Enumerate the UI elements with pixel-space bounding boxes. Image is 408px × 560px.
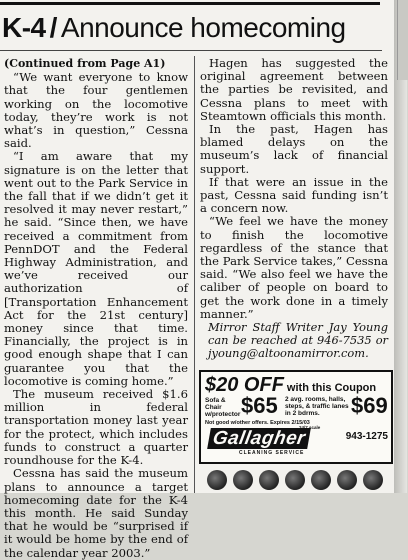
next-ad-fragment (207, 470, 387, 493)
headline (2, 8, 392, 48)
phone-number: 943-1275 (345, 431, 388, 442)
headline-kicker: K-4 (2, 12, 46, 43)
item2-price: $69 (351, 393, 388, 418)
left-paragraph: The museum received $1.6 million in federal transportation money last year for the protect, which includes funds to construct a quarter roundhouse for the K-4. (4, 387, 188, 468)
adjacent-page-edge (394, 0, 407, 493)
headline-title: Announce homecoming (60, 12, 346, 43)
right-column (200, 57, 388, 361)
item2-label: 2 avg. rooms, halls, steps, & traffic lanes in 2 bdrms. (285, 396, 349, 417)
price-row (205, 394, 389, 418)
brand-logo: Gallagher (207, 428, 311, 449)
headline-separator: / (49, 12, 57, 43)
item1-price: $65 (241, 393, 278, 418)
left-column (4, 57, 188, 560)
decorative-dot (233, 470, 253, 490)
headline-rule (0, 50, 382, 51)
item1-label: Sofa & Chair w/protector (205, 397, 241, 418)
fine-print: Not good w/other offers. Expires 2/15/03 (205, 420, 310, 426)
decorative-dot (285, 470, 305, 490)
right-paragraph: If that were an issue in the past, Cessna said funding isn’t a concern now. (200, 174, 388, 216)
decorative-dot (311, 470, 331, 490)
page-edge-notch (397, 0, 408, 80)
decorative-dot (363, 470, 383, 490)
left-paragraph: “I am aware that my signature is on the letter that went out to the Park Service in the fall that if we didn’t get it resolved it may never restart,” he said. “Since then, we have received a commitment from PennDOT and the Federal Highway Administration, and we’ve received our authorization of [Transportation Enhancement Act for the 21st century] money since that time. Financially, the project is in good enough shape that I can guarantee you that the locomotive is coming home.” (4, 149, 188, 388)
left-paragraph: Cessna has said the museum plans to announce a target homecoming date for the K-4 this month. He said Sunday that he would be “surprised if it would be home by the end of the calendar year 2003.” (4, 466, 188, 560)
staff-writer-note: Mirror Staff Writer Jay Young can be reached at 946-7535 or jyoung@altoonamirror.com. (208, 320, 388, 361)
decorative-dot (337, 470, 357, 490)
continued-label: (Continued from Page A1) (4, 57, 166, 70)
left-paragraph: “We want everyone to know that the four gentlemen working on the locomotive today, they’re work is not what’s in question,” Cessna said. (4, 70, 188, 151)
brand-tagline: CLEANING SERVICE (239, 450, 305, 456)
coupon-headline (205, 374, 389, 394)
decorative-dot (259, 470, 279, 490)
top-rule (0, 2, 380, 5)
brand-bar (201, 425, 391, 450)
right-paragraph: Hagen has suggested the original agreement between the parties be revisited, and Cessna plans to meet with Steamtown officials this month. (200, 56, 388, 123)
column-divider (194, 56, 195, 493)
right-paragraph: In the past, Hagen has blamed delays on the museum’s lack of financial support. (200, 122, 388, 176)
scale-label: 24/7 scale (299, 425, 321, 430)
coupon-amount: $20 OFF (205, 374, 284, 396)
decorative-dot (207, 470, 227, 490)
right-paragraph: “We feel we have the money to finish the locomotive regardless of the stance that the Park Service takes,” Cessna said. “We also feel we have the caliber of people on board to get the work done in a timely manner.” (200, 214, 388, 321)
coupon-text: with this Coupon (286, 382, 377, 394)
coupon-ad (199, 370, 393, 464)
